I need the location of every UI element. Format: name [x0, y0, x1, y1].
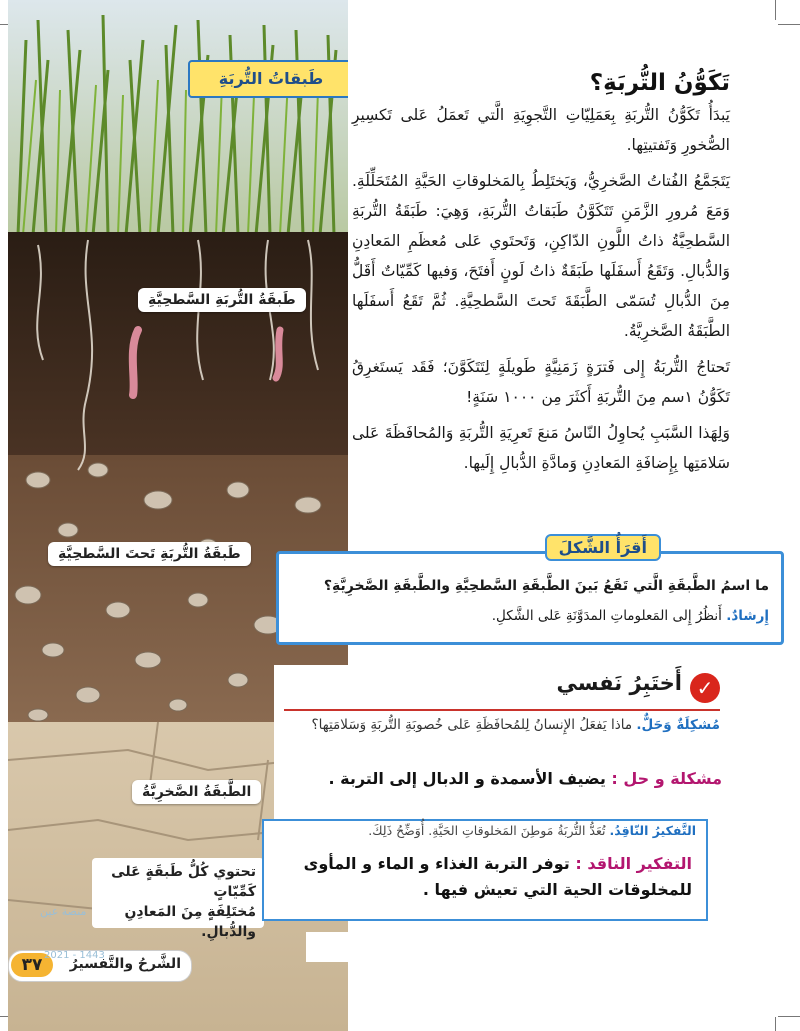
crop-mark — [778, 24, 800, 25]
self-test-title: أَختَبِرُ نَفسي — [556, 671, 682, 695]
hint-text: أَنظُرُ إِلى المَعلوماتِ المدَوَّنَةِ عَلى الشَّكلِ. — [491, 608, 727, 624]
label-subsoil: طَبقَةُ التُّربَةِ تَحتَ السَّطحِيَّةِ — [48, 542, 251, 566]
paragraph-1: يَبدَأُ تَكَوُّنُ التُّربَةِ بِعَمَلِيّاتِ التَّجوِيَةِ الَّتي تَعمَلُ عَلى تَكسِيرِ الصُّخورِ وَتَفتيتِها. — [352, 106, 730, 154]
main-text-column — [352, 70, 730, 484]
critical-answer — [274, 851, 692, 903]
critical-question-text: تُعَدُّ التُّربَةُ مَوطِنَ المَخلوقاتِ الحَيَّةِ. أُوَضِّحُ ذَلِكَ. — [368, 823, 610, 838]
problem-label: مُشكِلَةٌ وَحَلٌّ. — [636, 717, 720, 733]
footer-chapter-label: الشَّرحُ والتَّفسيرُ — [69, 956, 181, 972]
watermark-text: منصة عين — [40, 905, 87, 918]
crop-mark — [778, 1016, 800, 1017]
problem-answer-text: يضيف الأسمدة و الدبال إلى التربة . — [328, 769, 612, 788]
section-heading: تَكَوُّنُ التُّربَةِ؟ — [589, 70, 730, 96]
problem-answer — [284, 769, 722, 788]
critical-answer-label: التفكير الناقد : — [575, 854, 692, 873]
critical-thinking-box — [262, 819, 708, 921]
footer-year: 2021 - 1443 — [44, 950, 105, 961]
blank-strip — [306, 932, 734, 962]
divider — [284, 709, 720, 711]
critical-question — [274, 823, 696, 838]
label-bedrock: الطَّبقَةُ الصَّخرِيَّةُ — [132, 780, 261, 804]
read-figure-hint — [289, 608, 769, 624]
critical-label: التَّفكيرُ النّاقِدُ. — [609, 823, 696, 838]
problem-answer-label: مشكلة و حل : — [611, 769, 722, 788]
read-figure-box — [276, 538, 784, 645]
read-figure-tag: أَقرَأُ الشَّكلَ — [545, 534, 661, 561]
figure-title-tag: طَبقاتُ التُّربَةِ — [188, 60, 348, 98]
rock-note-line-2: مُختَلِفَةٍ مِنَ المَعادِنِ والدُّبالِ. — [124, 904, 256, 940]
page-number: ٣٧ — [11, 953, 53, 977]
checkmark-icon: ✓ — [690, 673, 720, 703]
rock-note-line-1: تحتوي كُلُّ طَبقَةٍ عَلى كَمِّيّاتٍ — [111, 864, 256, 900]
crop-mark — [775, 1017, 776, 1031]
problem-question-text: ماذا يَفعَلُ الإِنسانُ لِلمُحافَظَةِ عَلى خُصوبَةِ التُّربَةِ وَسَلامَتِها؟ — [311, 717, 637, 733]
label-topsoil: طَبقَةُ التُّربَةِ السَّطحِيَّةِ — [138, 288, 306, 312]
problem-question — [286, 713, 720, 737]
rock-layer-note — [92, 858, 264, 940]
self-test-section — [274, 665, 728, 825]
paragraph-4: وَلِهَذا السَّبَبِ يُحاوِلُ النّاسُ مَنعَ تَعرِيَةِ التُّربَةِ وَالمُحافَظَةَ عَلى سَلامَتِها بِإِضافَةِ المَعادِنِ وَمادَّةِ الدُّبالِ إِلَيها. — [352, 424, 730, 472]
hint-label: إِرشادٌ. — [726, 608, 769, 624]
critical-answer-text: توفر التربة الغذاء و الماء و المأوى للمخلوقات الحية التي تعيش فيها . — [303, 854, 692, 899]
paragraph-2: يَتَجَمَّعُ الفُتاتُ الصَّخرِيُّ، وَيَختَلِطُ بِالمَخلوقاتِ الحَيَّةِ المُتَحَلِّلَةِ. وَمَعَ مُرورِ الزَّمَنِ تَتَكَوَّنُ طَبَقاتُ التُّربَةِ، وَهِيَ: طَبَقَةُ التُّربَةِ السَّطحِيَّةُ ذاتُ اللَّونِ الدّاكِنِ، وَتَحتَوي عَلى مُعظَمِ المَعادِنِ وَالدُّبالِ. وَتَقَعُ أَسفَلَها طَبَقَةٌ ذاتُ لَونٍ أَفتَحَ، وَفيها كَمِّيّاتٌ أَقَلُّ مِنَ الدُّبالِ تُسَمّى الطَّبَقَةَ تَحتَ السَّطحِيَّةِ. ثُمَّ تَقَعُ أَسفَلَها الطَّبَقَةُ الصَّخرِيَّةُ. — [352, 172, 730, 340]
paragraph-3: تَحتاجُ التُّربَةُ إِلى فَترَةٍ زَمَنِيَّةٍ طَويلَةٍ لِتَتَكَوَّنَ؛ فَقَد يَستَغرِقُ تَكَوُّنُ ١سم مِنَ التُّربَةِ أَكثَرَ مِن ١٠٠٠ سَنَةٍ! — [352, 358, 730, 406]
crop-mark — [775, 0, 776, 20]
read-figure-question: ما اسمُ الطَّبقَةِ الَّتي تَقَعُ بَينَ الطَّبقَةِ السَّطحِيَّةِ والطَّبقَةِ الصَّخرِيَّةِ؟ — [323, 578, 769, 594]
